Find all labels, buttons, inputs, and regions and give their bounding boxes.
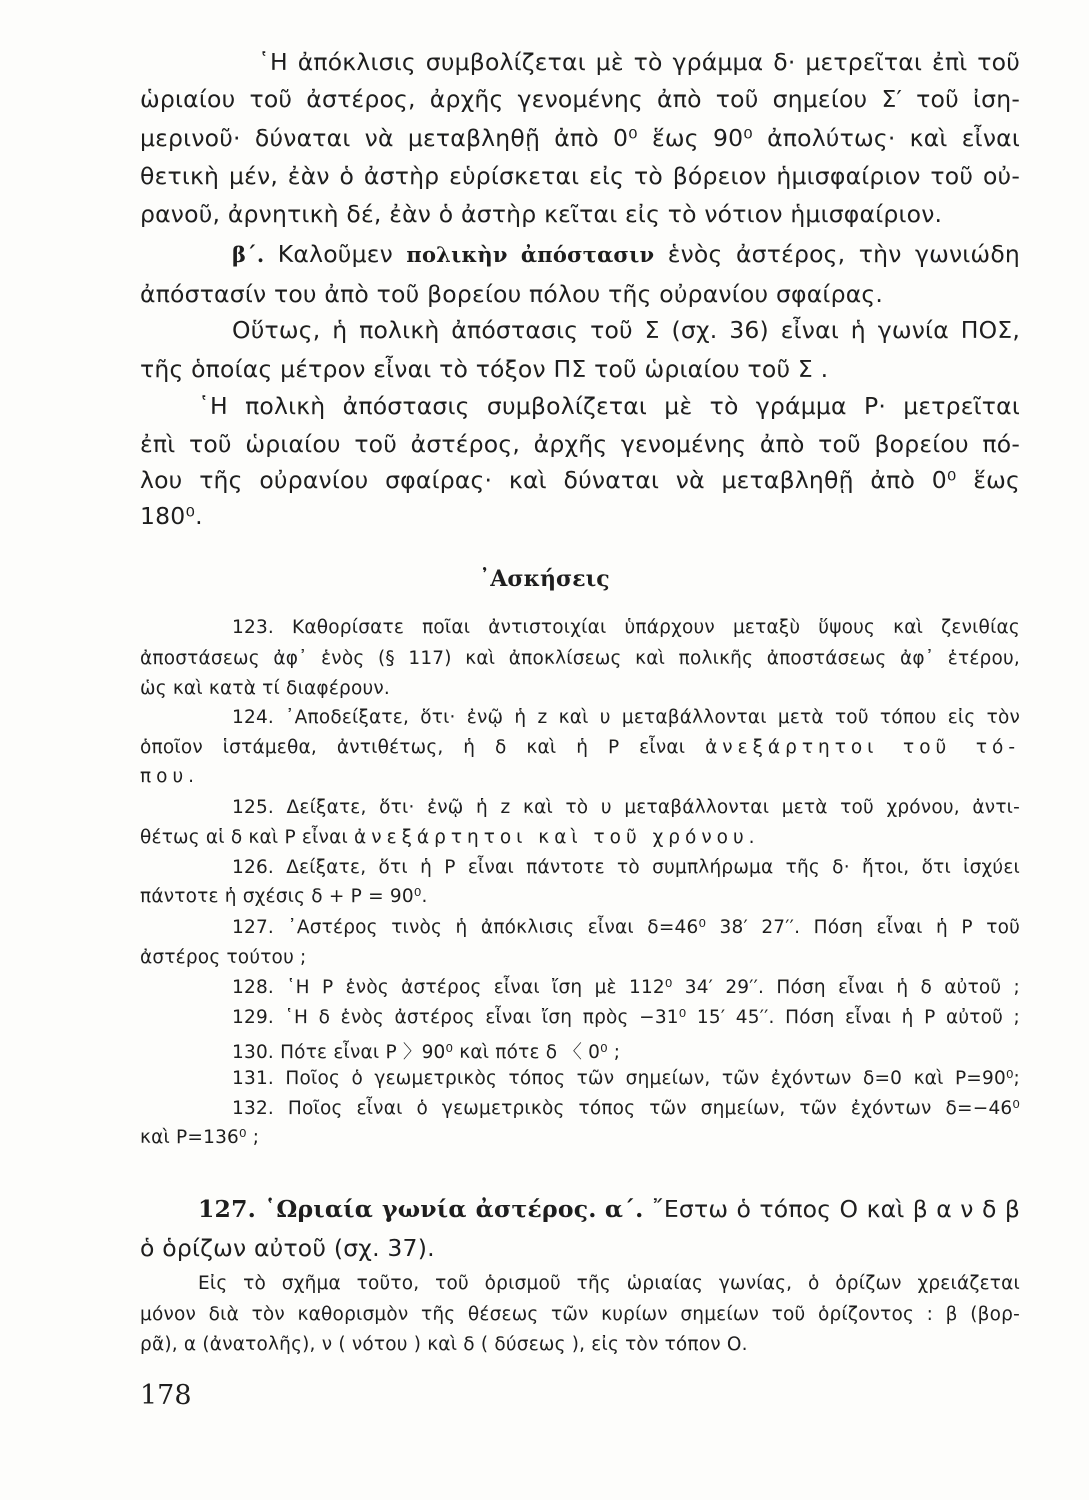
exercise-127-line-1: 127. ᾿Αστέρος τινὸς ἡ ἀπόκλισις εἶναι δ=46⁰ 38′ 27′′. Πόση εἶναι ἡ Ρ τοῦ [232, 917, 1020, 938]
section-127-body-line-1: Εἰς τὸ σχῆμα τοῦτο, τοῦ ὁρισμοῦ τῆς ὡριαίας γωνίας, ὁ ὁρίζων χρειάζεται [198, 1273, 1020, 1294]
exercise-131: 131. Ποῖος ὁ γεωμετρικὸς τόπος τῶν σημείων, τῶν ἐχόντων δ=0 καὶ Ρ=90⁰; [232, 1068, 1020, 1089]
exercise-125-line-1: 125. Δείξατε, ὅτι· ἐνῷ ἡ z καὶ τὸ υ μεταβάλλονται μετὰ τοῦ χρόνου, ἀντι- [232, 797, 1020, 818]
exercise-126-line-2: πάντοτε ἡ σχέσις δ + Ρ = 90⁰. [140, 886, 428, 907]
p1-line-1: ῾Η ἀπόκλισις συμβολίζεται μὲ τὸ γράμμα δ· μετρεῖται ἐπὶ τοῦ [258, 48, 1020, 76]
exercise-123-line-3: ὡς καὶ κατὰ τί διαφέρουν. [140, 678, 391, 699]
section-127-title: ῾Ωριαία γωνία ἀστέρος. [264, 1195, 597, 1223]
section-127-line-2: ὁ ὁρίζων αὐτοῦ (σχ. 37). [140, 1234, 435, 1262]
exercise-132-line-2: καὶ Ρ=136⁰ ; [140, 1127, 260, 1148]
section-127-marker: α΄. [604, 1195, 644, 1223]
p1-line-2: ὡριαίου τοῦ ἀστέρος, ἀρχῆς γενομένης ἀπὸ τοῦ σημείου Σ′ τοῦ ἰση- [140, 85, 1020, 113]
section-127-text-1: ῎Εστω ὁ τόπος Ο καὶ β α ν δ β [651, 1195, 1021, 1223]
p2-pre: Καλοῦμεν [277, 240, 393, 268]
exercise-125-spaced-text: ἀνεξάρτητοι καὶ τοῦ χρόνου. [354, 827, 760, 848]
exercises-heading: ᾿Ασκήσεις [479, 566, 610, 592]
section-127-body-line-2: μόνον διὰ τὸν καθορισμὸν τῆς θέσεως τῶν κυρίων σημείων τοῦ ὁρίζοντος : β (βορ- [140, 1304, 1020, 1325]
exercise-125-line-2-text: θέτως αἱ δ καὶ Ρ εἶναι [140, 827, 348, 848]
exercise-124-spaced-text: ἀνεξάρτητοι τοῦ τό- [705, 737, 1020, 758]
exercise-130: 130. Πότε εἶναι Ρ 〉90⁰ καὶ πότε δ 〈 0⁰ ; [232, 1042, 621, 1063]
p1-line-5: ρανοῦ, ἀρνητικὴ δέ, ἐὰν ὁ ἀστὴρ κεῖται εἰς τὸ νότιον ἡμισφαίριον. [140, 200, 943, 228]
p4-line-1: ῾Η πολικὴ ἀπόστασις συμβολίζεται μὲ τὸ γράμμα Ρ· μετρεῖται [198, 392, 1020, 420]
p2-post: ἑνὸς ἀστέρος, τὴν γωνιώδη [667, 240, 1020, 268]
exercise-127-line-2: ἀστέρος τούτου ; [140, 947, 307, 968]
p2-line-2: ἀπόστασίν του ἀπὸ τοῦ βορείου πόλου τῆς οὐρανίου σφαίρας. [140, 280, 884, 308]
exercise-126-line-1: 126. Δείξατε, ὅτι ἡ Ρ εἶναι πάντοτε τὸ συμπλήρωμα τῆς δ· ἤτοι, ὅτι ἰσχύει [232, 857, 1020, 878]
p4-line-3: λου τῆς οὐρανίου σφαίρας· καὶ δύναται νὰ μεταβληθῇ ἀπὸ 0⁰ ἕως [140, 466, 1020, 494]
exercise-132-line-1: 132. Ποῖος εἶναι ὁ γεωμετρικὸς τόπος τῶν σημείων, τῶν ἐχόντων δ=−46⁰ [232, 1098, 1020, 1119]
p2-marker: β΄. [232, 242, 265, 267]
exercise-124-line-2-text: ὁποῖον ἱστάμεθα, ἀντιθέτως, ἡ δ καὶ ἡ Ρ εἶναι [140, 737, 686, 758]
exercise-124-line-3: που. [140, 766, 200, 787]
section-127-body-line-3: ρᾶ), α (ἀνατολῆς), ν ( νότου ) καὶ δ ( δύσεως ), εἰς τὸν τόπον Ο. [140, 1334, 748, 1355]
p1-line-4: θετικὴ μέν, ἐὰν ὁ ἀστὴρ εὑρίσκεται εἰς τὸ βόρειον ἡμισφαίριον τοῦ οὐ- [140, 162, 1020, 190]
p3-line-1: Οὕτως, ἡ πολικὴ ἀπόστασις τοῦ Σ (σχ. 36) εἶναι ἡ γωνία ΠΟΣ, [232, 316, 1020, 344]
p3-line-2: τῆς ὁποίας μέτρον εἶναι τὸ τόξον ΠΣ τοῦ ὡριαίου τοῦ Σ . [140, 355, 829, 383]
section-127-line-1 [198, 1195, 1020, 1223]
page-number: 178 [140, 1380, 192, 1411]
exercise-124-line-1: 124. ᾿Αποδείξατε, ὅτι· ἐνῷ ἡ z καὶ υ μεταβάλλονται μετὰ τοῦ τόπου εἰς τὸν [232, 707, 1020, 728]
exercise-128: 128. ῾Η Ρ ἑνὸς ἀστέρος εἶναι ἴση μὲ 112⁰ 34′ 29′′. Πόση εἶναι ἡ δ αὐτοῦ ; [232, 977, 1020, 998]
p4-line-4: 180⁰. [140, 502, 203, 530]
exercise-125-line-2 [140, 827, 1020, 848]
p2-line-1 [232, 240, 1020, 268]
exercise-124-line-2 [140, 737, 1020, 758]
p1-line-3: μερινοῦ· δύναται νὰ μεταβληθῇ ἀπὸ 0⁰ ἕως 90⁰ ἀπολύτως· καὶ εἶναι [140, 124, 1020, 152]
exercise-123-line-1: 123. Καθορίσατε ποῖαι ἀντιστοιχίαι ὑπάρχουν μεταξὺ ὕψους καὶ ζενιθίας [232, 617, 1020, 638]
section-127-number: 127. [198, 1195, 257, 1223]
p4-line-2: ἐπὶ τοῦ ὡριαίου τοῦ ἀστέρος, ἀρχῆς γενομένης ἀπὸ τοῦ βορείου πό- [140, 430, 1020, 458]
exercise-123-line-2: ἀποστάσεως ἀφ᾿ ἑνὸς (§ 117) καὶ ἀποκλίσεως καὶ πολικῆς ἀποστάσεως ἀφ᾿ ἑτέρου, [140, 648, 1020, 669]
exercise-129: 129. ῾Η δ ἑνὸς ἀστέρος εἶναι ἴση πρὸς −31⁰ 15′ 45′′. Πόση εἶναι ἡ Ρ αὐτοῦ ; [232, 1007, 1020, 1028]
p2-term: πολικὴν ἀπόστασιν [406, 242, 655, 267]
